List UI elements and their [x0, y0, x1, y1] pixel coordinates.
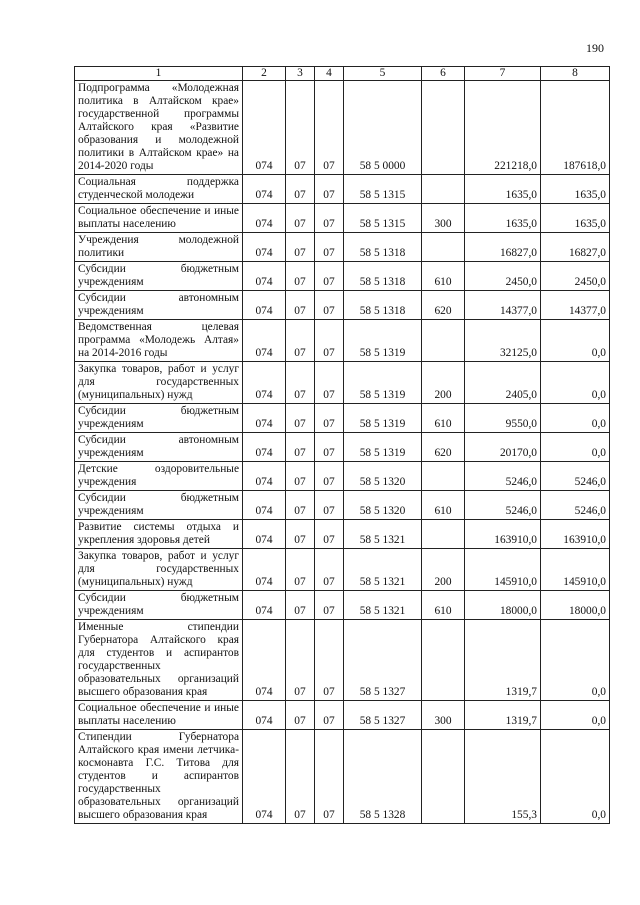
cell-col-8: 14377,0: [541, 291, 610, 320]
table-row: [75, 291, 610, 320]
cell-col-3: 07: [286, 520, 315, 549]
cell-col-7: 1635,0: [465, 204, 541, 233]
column-header-1: 1: [75, 67, 243, 81]
cell-col-2: 074: [243, 233, 286, 262]
cell-col-2: 074: [243, 433, 286, 462]
table-row: [75, 520, 610, 549]
cell-col-4: 07: [315, 520, 344, 549]
table-row: [75, 433, 610, 462]
row-name: Закупка товаров, работ и услуг для государственных (муниципальных) нужд: [75, 362, 243, 404]
cell-col-8: 145910,0: [541, 549, 610, 591]
cell-col-3: 07: [286, 81, 315, 175]
cell-col-7: 5246,0: [465, 462, 541, 491]
row-name: Детские оздоровительные учреждения: [75, 462, 243, 491]
cell-col-5: 58 5 1328: [344, 730, 422, 824]
row-name: Субсидии бюджетным учреждениям: [75, 262, 243, 291]
cell-col-4: 07: [315, 701, 344, 730]
cell-col-2: 074: [243, 491, 286, 520]
cell-col-3: 07: [286, 320, 315, 362]
column-header-4: 4: [315, 67, 344, 81]
cell-col-7: 20170,0: [465, 433, 541, 462]
table-row: [75, 81, 610, 175]
cell-col-5: 58 5 1320: [344, 491, 422, 520]
cell-col-3: 07: [286, 433, 315, 462]
cell-col-6: [422, 81, 465, 175]
table-row: [75, 320, 610, 362]
row-name: Именные стипендии Губернатора Алтайского края для студентов и аспирантов государственных образовательных организаций высшего образования края: [75, 620, 243, 701]
cell-col-5: 58 5 1319: [344, 320, 422, 362]
cell-col-8: 2450,0: [541, 262, 610, 291]
cell-col-5: 58 5 1318: [344, 262, 422, 291]
cell-col-5: 58 5 1318: [344, 233, 422, 262]
cell-col-6: [422, 175, 465, 204]
cell-col-3: 07: [286, 204, 315, 233]
cell-col-8: 163910,0: [541, 520, 610, 549]
cell-col-7: 145910,0: [465, 549, 541, 591]
cell-col-2: 074: [243, 81, 286, 175]
cell-col-7: 221218,0: [465, 81, 541, 175]
cell-col-7: 5246,0: [465, 491, 541, 520]
cell-col-8: 18000,0: [541, 591, 610, 620]
cell-col-4: 07: [315, 620, 344, 701]
cell-col-2: 074: [243, 204, 286, 233]
cell-col-2: 074: [243, 320, 286, 362]
cell-col-6: 300: [422, 701, 465, 730]
cell-col-6: [422, 620, 465, 701]
cell-col-4: 07: [315, 262, 344, 291]
cell-col-2: 074: [243, 730, 286, 824]
row-name: Субсидии бюджетным учреждениям: [75, 591, 243, 620]
cell-col-6: 610: [422, 591, 465, 620]
row-name: Субсидии бюджетным учреждениям: [75, 404, 243, 433]
table-row: [75, 462, 610, 491]
cell-col-4: 07: [315, 204, 344, 233]
cell-col-4: 07: [315, 291, 344, 320]
cell-col-8: 1635,0: [541, 204, 610, 233]
cell-col-4: 07: [315, 549, 344, 591]
cell-col-7: 2450,0: [465, 262, 541, 291]
cell-col-8: 0,0: [541, 404, 610, 433]
cell-col-4: 07: [315, 362, 344, 404]
cell-col-8: 1635,0: [541, 175, 610, 204]
cell-col-6: [422, 320, 465, 362]
header-row: [75, 67, 610, 81]
cell-col-4: 07: [315, 462, 344, 491]
cell-col-7: 18000,0: [465, 591, 541, 620]
column-header-6: 6: [422, 67, 465, 81]
cell-col-6: 300: [422, 204, 465, 233]
cell-col-3: 07: [286, 362, 315, 404]
table-row: [75, 404, 610, 433]
cell-col-5: 58 5 1327: [344, 620, 422, 701]
cell-col-7: 155,3: [465, 730, 541, 824]
cell-col-4: 07: [315, 404, 344, 433]
cell-col-5: 58 5 1315: [344, 175, 422, 204]
column-header-3: 3: [286, 67, 315, 81]
column-header-5: 5: [344, 67, 422, 81]
cell-col-6: [422, 730, 465, 824]
table-row: [75, 362, 610, 404]
row-name: Подпрограмма «Молодежная политика в Алтайском крае» государственной программы Алтайского края «Развитие образования и молодежной политики в Алтайском крае» на 2014-2020 годы: [75, 81, 243, 175]
cell-col-8: 16827,0: [541, 233, 610, 262]
cell-col-4: 07: [315, 433, 344, 462]
cell-col-3: 07: [286, 591, 315, 620]
cell-col-2: 074: [243, 175, 286, 204]
cell-col-3: 07: [286, 233, 315, 262]
cell-col-2: 074: [243, 591, 286, 620]
cell-col-5: 58 5 1320: [344, 462, 422, 491]
cell-col-2: 074: [243, 701, 286, 730]
cell-col-5: 58 5 1327: [344, 701, 422, 730]
cell-col-6: 200: [422, 549, 465, 591]
cell-col-8: 0,0: [541, 701, 610, 730]
page-number: 190: [586, 41, 604, 55]
cell-col-6: 610: [422, 491, 465, 520]
cell-col-3: 07: [286, 404, 315, 433]
table-row: [75, 549, 610, 591]
cell-col-5: 58 5 1319: [344, 433, 422, 462]
cell-col-5: 58 5 1321: [344, 520, 422, 549]
cell-col-3: 07: [286, 291, 315, 320]
cell-col-7: 14377,0: [465, 291, 541, 320]
cell-col-6: [422, 233, 465, 262]
cell-col-8: 0,0: [541, 433, 610, 462]
cell-col-3: 07: [286, 701, 315, 730]
cell-col-2: 074: [243, 549, 286, 591]
cell-col-3: 07: [286, 175, 315, 204]
table-row: [75, 175, 610, 204]
cell-col-2: 074: [243, 462, 286, 491]
cell-col-4: 07: [315, 591, 344, 620]
cell-col-7: 1635,0: [465, 175, 541, 204]
table-row: [75, 591, 610, 620]
cell-col-8: 0,0: [541, 320, 610, 362]
row-name: Субсидии автономным учреждениям: [75, 433, 243, 462]
row-name: Социальное обеспечение и иные выплаты населению: [75, 204, 243, 233]
cell-col-5: 58 5 1318: [344, 291, 422, 320]
cell-col-2: 074: [243, 262, 286, 291]
cell-col-5: 58 5 1321: [344, 549, 422, 591]
cell-col-7: 163910,0: [465, 520, 541, 549]
cell-col-6: [422, 520, 465, 549]
table-row: [75, 701, 610, 730]
cell-col-7: 16827,0: [465, 233, 541, 262]
cell-col-7: 2405,0: [465, 362, 541, 404]
cell-col-7: 1319,7: [465, 620, 541, 701]
column-header-2: 2: [243, 67, 286, 81]
cell-col-3: 07: [286, 491, 315, 520]
cell-col-6: 620: [422, 433, 465, 462]
cell-col-4: 07: [315, 175, 344, 204]
budget-table: [74, 66, 610, 824]
cell-col-8: 0,0: [541, 620, 610, 701]
cell-col-3: 07: [286, 462, 315, 491]
cell-col-7: 1319,7: [465, 701, 541, 730]
row-name: Социальная поддержка студенческой молодежи: [75, 175, 243, 204]
cell-col-8: 5246,0: [541, 491, 610, 520]
table-row: [75, 204, 610, 233]
table-body: [75, 81, 610, 824]
cell-col-8: 5246,0: [541, 462, 610, 491]
cell-col-8: 0,0: [541, 730, 610, 824]
cell-col-3: 07: [286, 730, 315, 824]
row-name: Учреждения молодежной политики: [75, 233, 243, 262]
cell-col-6: 200: [422, 362, 465, 404]
cell-col-4: 07: [315, 81, 344, 175]
row-name: Субсидии бюджетным учреждениям: [75, 491, 243, 520]
cell-col-7: 32125,0: [465, 320, 541, 362]
table-row: [75, 233, 610, 262]
cell-col-2: 074: [243, 404, 286, 433]
cell-col-4: 07: [315, 320, 344, 362]
cell-col-5: 58 5 1319: [344, 404, 422, 433]
row-name: Ведомственная целевая программа «Молодежь Алтая» на 2014-2016 годы: [75, 320, 243, 362]
table-row: [75, 730, 610, 824]
cell-col-2: 074: [243, 291, 286, 320]
table-row: [75, 620, 610, 701]
cell-col-6: 610: [422, 404, 465, 433]
cell-col-6: 610: [422, 262, 465, 291]
cell-col-2: 074: [243, 362, 286, 404]
column-header-7: 7: [465, 67, 541, 81]
cell-col-5: 58 5 0000: [344, 81, 422, 175]
cell-col-3: 07: [286, 262, 315, 291]
cell-col-2: 074: [243, 520, 286, 549]
cell-col-5: 58 5 1315: [344, 204, 422, 233]
cell-col-7: 9550,0: [465, 404, 541, 433]
cell-col-3: 07: [286, 620, 315, 701]
cell-col-6: [422, 462, 465, 491]
cell-col-4: 07: [315, 730, 344, 824]
cell-col-3: 07: [286, 549, 315, 591]
cell-col-2: 074: [243, 620, 286, 701]
cell-col-6: 620: [422, 291, 465, 320]
cell-col-5: 58 5 1321: [344, 591, 422, 620]
row-name: Развитие системы отдыха и укрепления здоровья детей: [75, 520, 243, 549]
row-name: Субсидии автономным учреждениям: [75, 291, 243, 320]
cell-col-8: 0,0: [541, 362, 610, 404]
table-row: [75, 491, 610, 520]
row-name: Стипендии Губернатора Алтайского края имени летчика-космонавта Г.С. Титова для студентов и аспирантов государственных образовательных организаций высшего образования края: [75, 730, 243, 824]
cell-col-4: 07: [315, 233, 344, 262]
column-header-8: 8: [541, 67, 610, 81]
row-name: Социальное обеспечение и иные выплаты населению: [75, 701, 243, 730]
cell-col-5: 58 5 1319: [344, 362, 422, 404]
cell-col-8: 187618,0: [541, 81, 610, 175]
table-row: [75, 262, 610, 291]
cell-col-4: 07: [315, 491, 344, 520]
row-name: Закупка товаров, работ и услуг для государственных (муниципальных) нужд: [75, 549, 243, 591]
